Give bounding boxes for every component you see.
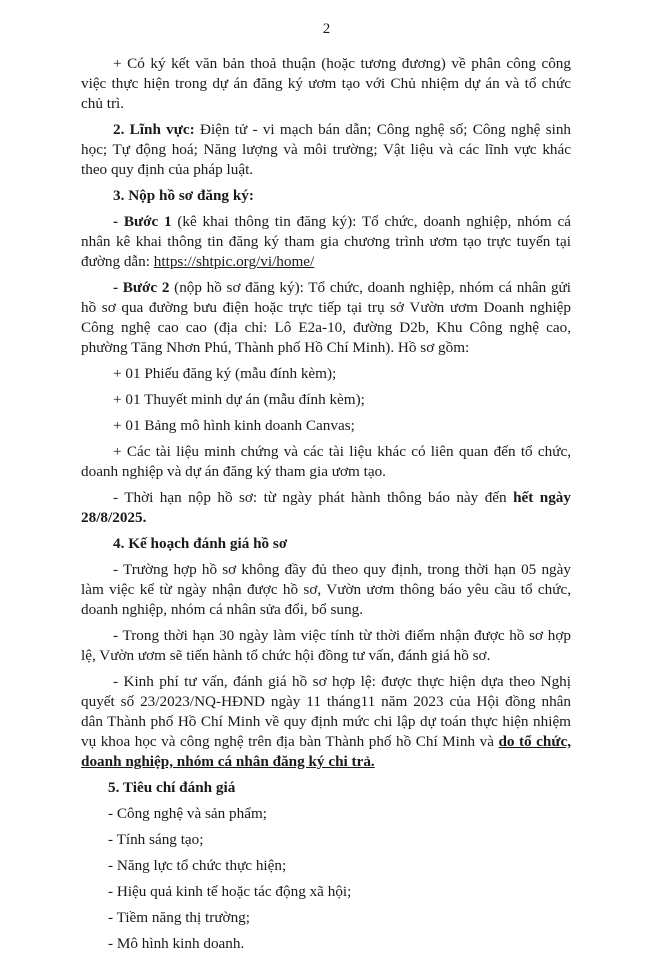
criteria-heading-text: 5. Tiêu chí đánh giá [108,779,236,796]
document-item: + 01 Thuyết minh dự án (mẫu đính kèm); [113,391,365,408]
evaluation-plan-heading [81,534,571,554]
criteria-heading [81,778,571,798]
field-text: Điện tử - vi mạch bán dẫn; Công nghệ số; Công nghệ sinh học; Tự động hoá; Năng lượng và môi trường; Vật liệu và các lĩnh vực khác theo quy định của pháp luật. [81,121,572,178]
intro-paragraph: + Có ký kết văn bản thoả thuận (hoặc tương đương) về phân công công việc thực hiện trong dự án đăng ký ươm tạo với Chủ nhiệm dự án và tổ chức chủ trì. [81,55,571,112]
deadline-paragraph [81,488,571,528]
field-paragraph [81,120,571,180]
criteria-item: - Công nghệ và sản phẩm; [108,805,268,822]
funding-emphasis: do tổ chức, doanh nghiệp, nhóm cá nhân đăng ký chi trả. [81,733,572,770]
criteria-item: - Tiềm năng thị trường; [108,909,250,926]
step2-paragraph [81,278,571,358]
criteria-item: - Mô hình kinh doanh. [108,935,245,952]
step1-label: - Bước 1 [113,213,172,230]
document-item: + 01 Bảng mô hình kinh doanh Canvas; [113,417,355,434]
document-item: + 01 Phiếu đăng ký (mẫu đính kèm); [113,365,337,382]
evaluation-plan-heading-text: 4. Kế hoạch đánh giá hồ sơ [113,535,288,552]
deadline-text: - Thời hạn nộp hồ sơ: từ ngày phát hành thông báo này đến [113,489,514,506]
registration-link[interactable]: https://shtpic.org/vi/home/ [153,253,315,270]
step1-text: (kê khai thông tin đăng ký): Tổ chức, doanh nghiệp, nhóm cá nhân kê khai thông tin đăng ký tham gia chương trình ươm tạo trực tuyến tại đường dẫn: [81,213,572,270]
document-item: + Các tài liệu minh chứng và các tài liệu khác có liên quan đến tổ chức, doanh nghiệp và dự án đăng ký tham gia ươm tạo. [81,443,571,480]
field-heading: 2. Lĩnh vực: [113,121,195,138]
submission-heading-text: 3. Nộp hồ sơ đăng ký: [113,187,254,204]
evaluation-paragraph-1: - Trường hợp hồ sơ không đầy đủ theo quy định, trong thời hạn 05 ngày làm việc kể từ ngày nhận được hồ sơ, Vườn ươm thông báo yêu cầu tổ chức, doanh nghiệp, nhóm cá nhân sửa đổi, bổ sung. [81,561,571,618]
deadline-date: hết ngày 28/8/2025. [81,489,571,526]
funding-text: - Kinh phí tư vấn, đánh giá hồ sơ hợp lệ: được thực hiện dựa theo Nghị quyết số 23/2023/NQ-HĐND ngày 11 tháng11 năm 2023 của Hội đồng nhân dân Thành phố Hồ Chí Minh về quy định mức chi lập dự toán thực hiện nhiệm vụ khoa học và công nghệ trên địa bàn Thành phố hồ Chí Minh và [81,673,571,750]
criteria-item: - Năng lực tổ chức thực hiện; [108,857,287,874]
page-number: 2 [322,21,331,37]
criteria-section [81,778,571,954]
submission-heading [81,186,571,206]
criteria-item: - Tính sáng tạo; [108,831,204,848]
step2-label: - Bước 2 [113,279,170,296]
criteria-item: - Hiệu quả kinh tế hoặc tác động xã hội; [108,883,352,900]
step1-paragraph [81,212,571,272]
evaluation-paragraph-2: - Trong thời hạn 30 ngày làm việc tính từ thời điểm nhận được hồ sơ hợp lệ, Vườn ươm sẽ tiến hành tổ chức hội đồng tư vấn, đánh giá hồ sơ. [81,627,571,664]
step2-text: (nộp hồ sơ đăng ký): Tổ chức, doanh nghiệp, nhóm cá nhân gửi hồ sơ qua đường bưu điện hoặc trực tiếp tại trụ sở Vườn ươm Doanh nghiệp Công nghệ cao cao (địa chỉ: Lô E2a-10, đường D2b, Khu Công nghệ cao, phường Tăng Nhơn Phú, Thành phố Hồ Chí Minh). Hồ sơ gồm: [81,279,572,356]
document-body [81,54,571,960]
evaluation-paragraph-3 [81,672,571,772]
